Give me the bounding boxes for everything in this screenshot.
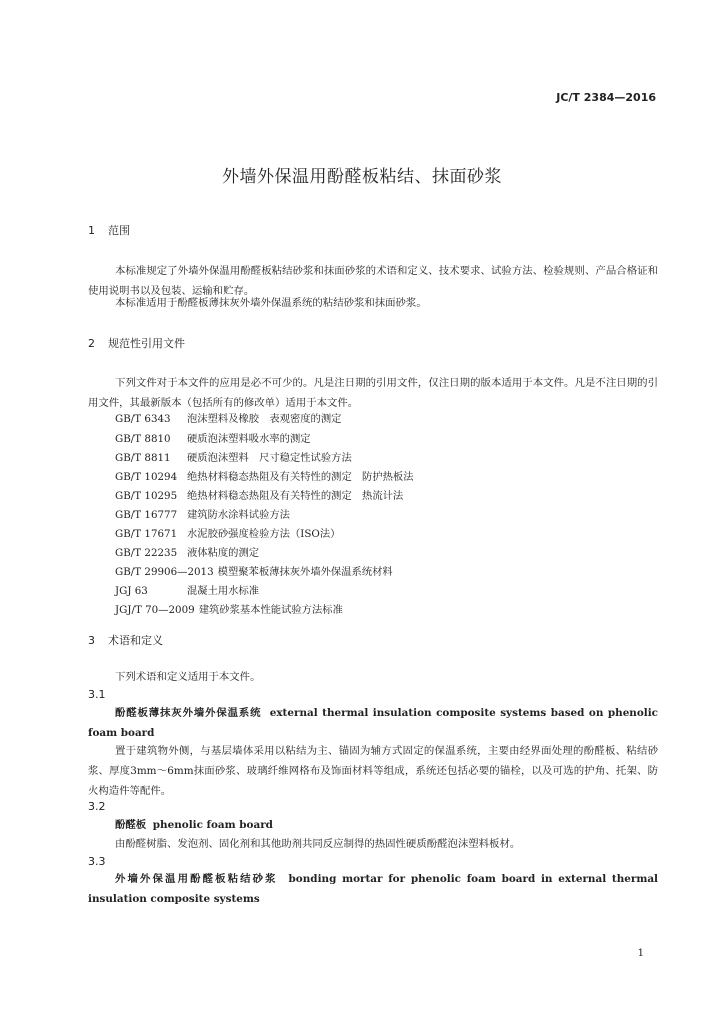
clause-3-2-term	[88, 815, 658, 835]
section-1-paragraph-2: 本标准适用于酚醛板薄抹灰外墙外保温系统的粘结砂浆和抹面砂浆。	[115, 297, 427, 309]
term-chinese: 外墙外保温用酚醛板粘结砂浆	[115, 873, 278, 885]
reference-title: 模塑聚苯板薄抹灰外墙外保温系统材料	[217, 566, 393, 578]
reference-code: JGJ 63	[115, 585, 148, 597]
clause-3-3-number: 3.3	[88, 855, 106, 868]
reference-item	[115, 525, 340, 540]
reference-item	[115, 430, 311, 445]
section-2-number: 2	[88, 337, 95, 350]
term-english: external thermal insulation composite systems based on phenolic foam board	[88, 707, 659, 739]
reference-item	[115, 582, 259, 597]
clause-3-1-term	[88, 703, 658, 743]
section-1-title: 范围	[108, 224, 130, 237]
clause-3-2-definition: 由酚醛树脂、发泡剂、固化剂和其他助剂共同反应制得的热固性硬质酚醛泡沫塑料板材。	[115, 838, 521, 850]
reference-title: 液体粘度的测定	[187, 547, 260, 559]
reference-title: 建筑防水涂料试验方法	[187, 509, 290, 521]
section-2-title: 规范性引用文件	[108, 337, 185, 350]
section-1-number: 1	[88, 224, 95, 237]
reference-code: GB/T 8811	[115, 452, 171, 464]
reference-title: 混凝土用水标准	[187, 585, 260, 597]
section-3-heading	[88, 632, 163, 648]
reference-title: 绝热材料稳态热阻及有关特性的测定 热流计法	[187, 490, 404, 502]
standard-code: JC/T 2384—2016	[556, 91, 656, 104]
reference-code: GB/T 10294	[115, 471, 178, 483]
reference-title: 硬质泡沫塑料 尺寸稳定性试验方法	[187, 452, 352, 464]
section-3-number: 3	[88, 634, 95, 647]
reference-title: 绝热材料稳态热阻及有关特性的测定 防护热板法	[187, 471, 414, 483]
term-english: bonding mortar for phenolic foam board in external thermal insulation composite systems	[88, 873, 659, 905]
reference-title: 泡沫塑料及橡胶 表观密度的测定	[187, 413, 342, 425]
term-chinese: 酚醛板薄抹灰外墙外保温系统	[115, 707, 262, 719]
reference-item	[115, 563, 393, 578]
reference-item	[115, 506, 290, 521]
term-chinese: 酚醛板	[115, 819, 147, 831]
clause-3-2-number: 3.2	[88, 800, 106, 813]
reference-item	[115, 601, 343, 616]
reference-title: 硬质泡沫塑料吸水率的测定	[187, 433, 311, 445]
document-title: 外墙外保温用酚醛板粘结、抹面砂浆	[222, 167, 502, 187]
section-1-paragraph-1: 本标准规定了外墙外保温用酚醛板粘结砂浆和抹面砂浆的术语和定义、技术要求、试验方法、检验规则、产品合格证和使用说明书以及包装、运输和贮存。	[88, 265, 658, 297]
reference-item	[115, 487, 403, 502]
reference-item	[115, 468, 414, 483]
reference-code: GB/T 22235	[115, 547, 178, 559]
section-3-title: 术语和定义	[108, 634, 163, 647]
reference-code: GB/T 10295	[115, 490, 178, 502]
section-2-heading	[88, 335, 185, 351]
section-1-heading	[88, 222, 130, 238]
reference-title: 水泥胶砂强度检验方法（ISO法）	[187, 528, 341, 540]
clause-3-1-number: 3.1	[88, 688, 106, 701]
reference-code: GB/T 29906—2013	[115, 566, 214, 578]
reference-code: GB/T 6343	[115, 413, 171, 425]
clause-3-1-definition: 置于建筑物外侧，与基层墙体采用以粘结为主、锚固为辅方式固定的保温系统，主要由经界面处理的酚醛板、粘结砂浆、厚度3mm～6mm抹面砂浆、玻璃纤维网格布及饰面材料等组成，系统还包括必要的锚栓，以及可选的护角、托架、防火构造件等配件。	[88, 745, 658, 797]
reference-item	[115, 410, 341, 425]
reference-title: 建筑砂浆基本性能试验方法标准	[198, 604, 343, 616]
reference-item	[115, 449, 352, 464]
clause-3-3-term	[88, 869, 658, 909]
term-english: phenolic foam board	[152, 819, 273, 831]
reference-code: GB/T 8810	[115, 433, 171, 445]
page-number: 1	[637, 948, 644, 959]
reference-code: GB/T 17671	[115, 528, 178, 540]
reference-item	[115, 544, 259, 559]
reference-code: JGJ/T 70—2009	[115, 604, 195, 616]
section-3-intro: 下列术语和定义适用于本文件。	[115, 671, 261, 683]
reference-code: GB/T 16777	[115, 509, 178, 521]
section-2-intro: 下列文件对于本文件的应用是必不可少的。凡是注日期的引用文件，仅注日期的版本适用于本文件。凡是不注日期的引用文件，其最新版本（包括所有的修改单）适用于本文件。	[88, 377, 658, 409]
